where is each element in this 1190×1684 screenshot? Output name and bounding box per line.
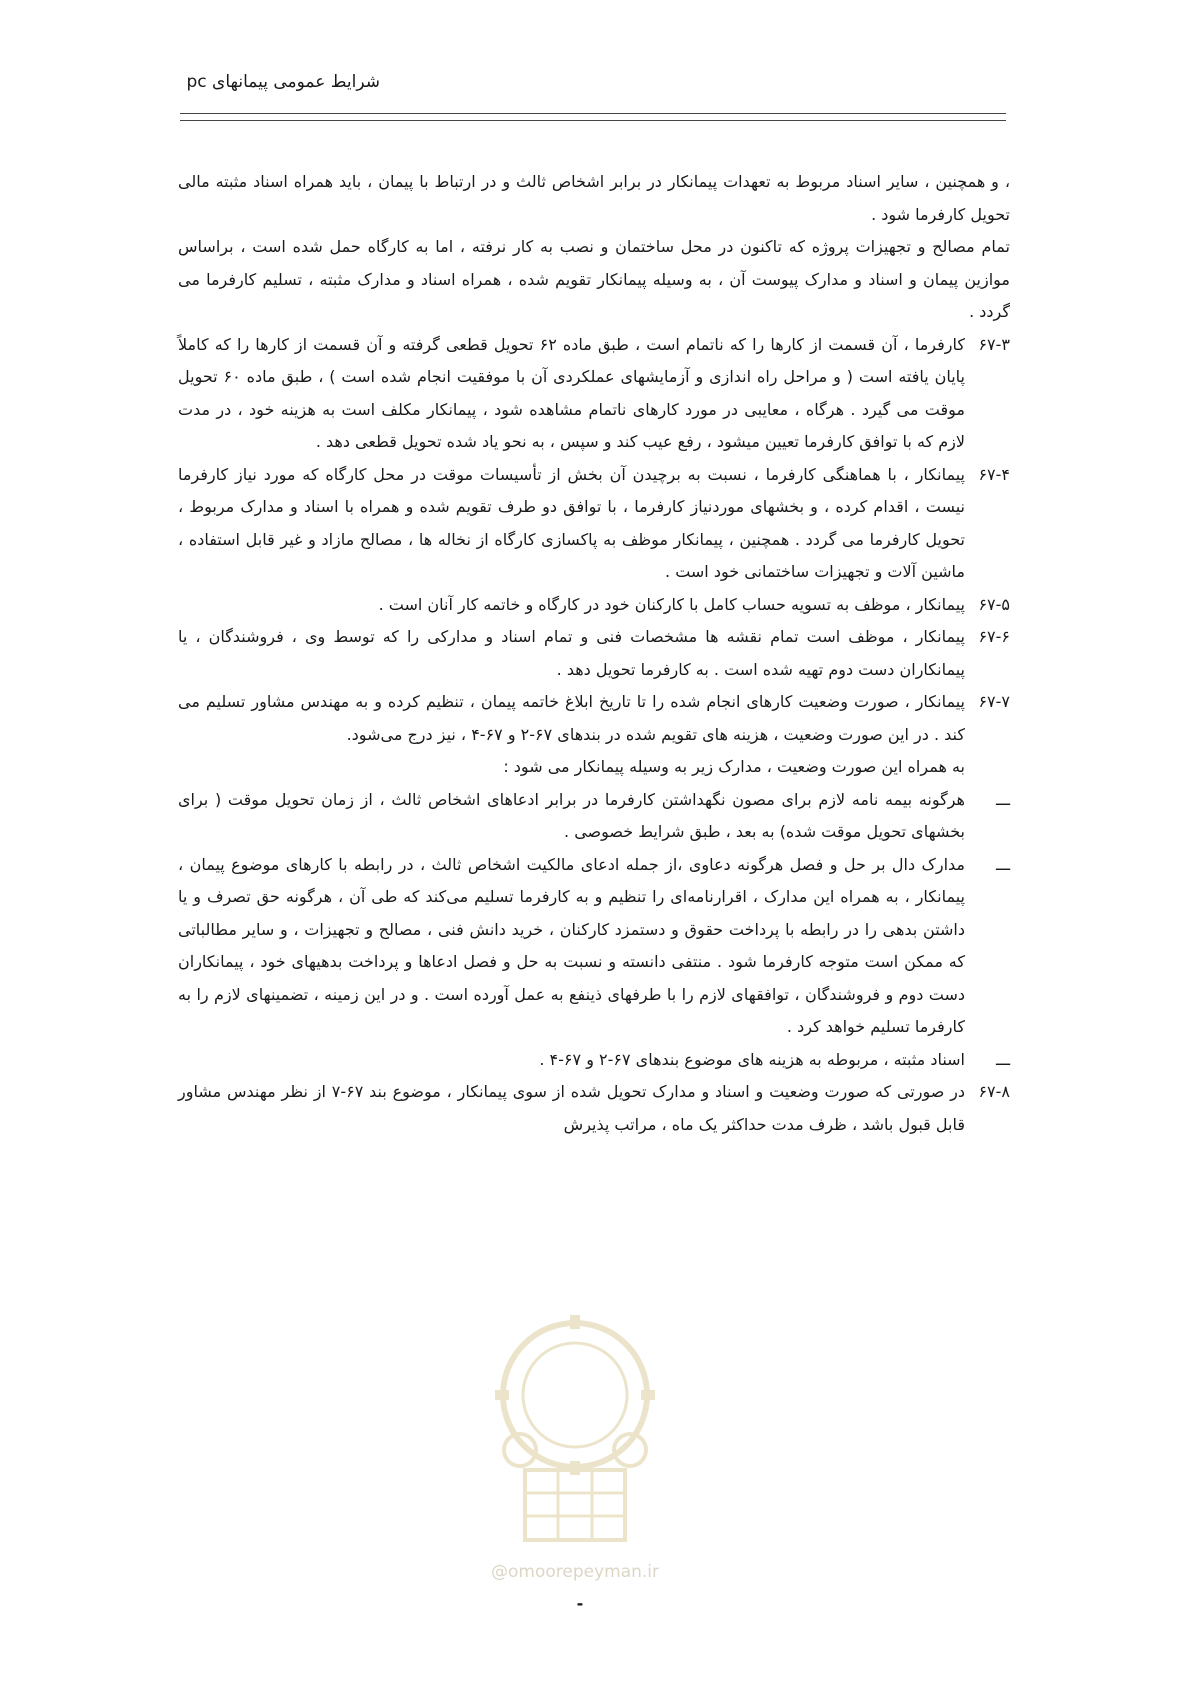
clause-number: ۶۷-۷ xyxy=(978,692,1010,711)
attachment-item-claims xyxy=(178,849,1010,1044)
attachment-item-insurance xyxy=(178,784,1010,849)
watermark-emblem-icon xyxy=(470,1300,680,1560)
clause-number: ۶۷-۵ xyxy=(978,594,1010,614)
attachment-item-documents xyxy=(178,1044,1010,1077)
attachment-text: هرگونه بیمه نامه لازم برای مصون نگهداشتن کارفرما در برابر ادعاهای اشخاص ثالث ، از زمان تحویل موقت ( برای بخشهای تحویل موقت شده) به بعد ، طبق شرایط خصوصی . xyxy=(178,789,965,841)
clause-67-4 xyxy=(178,459,1010,589)
attachments-intro: به همراه این صورت وضعیت ، مدارک زیر به وسیله پیمانکار می شود : xyxy=(503,757,965,776)
header-double-rule xyxy=(180,113,1006,121)
clause-number: ۶۷-۸ xyxy=(978,1082,1010,1101)
clause-number: ۶۷-۶ xyxy=(978,627,1010,646)
clause-number: ۶۷-۳ xyxy=(978,334,1010,354)
document-body xyxy=(178,166,1010,1141)
watermark-url: @omoorepeyman.ir xyxy=(490,1562,660,1582)
dash-bullet: ـــ xyxy=(995,1049,1010,1069)
dash-bullet: ـــ xyxy=(995,854,1010,874)
clause-67-3 xyxy=(178,329,1010,459)
attachment-text: مدارک دال بر حل و فصل هرگونه دعاوی ،از جمله ادعای مالکیت اشخاص ثالث ، در رابطه با کارهای موضوع پیمان ، پیمانکار ، به همراه این مدارک ، اقرارنامه‌ای را تنظیم و به کارفرما تسلیم می‌کند که طی آن ، هرگونه حق تصرف و یا داشتن بدهی را در رابطه با پرداخت حقوق و دستمزد کارکنان ، خرید دانش فنی ، مصالح و تجهیزات ، و سایر مطالباتی که ممکن است متوجه کارفرما شود . منتفی دانسته و نسبت به حل و فصل ادعاها و پرداخت بدهیهای خود ، پیمانکاران دست دوم و فروشندگان ، توافقهای لازم را با طرفهای ذینفع به عمل آورده است . و در این زمینه ، تضمینهای لازم را به کارفرما تسلیم خواهد کرد . xyxy=(178,854,965,1036)
clause-text: پیمانکار ، با هماهنگی کارفرما ، نسبت به برچیدن آن بخش از تأسیسات موقت در محل کارگاه که مورد نیاز کارفرما نیست ، اقدام کرده ، و بخشهای موردنیاز کارفرما ، با توافق دو طرف تقویم شده و همراه با اسناد و مدارک مربوط ، تحویل کارفرما می گردد . همچنین ، پیمانکار موظف به پاکسازی کارگاه از نخاله ها ، مصالح مازاد و غیر قابل استفاده ، ماشین آلات و تجهیزات ساختمانی خود است . xyxy=(178,464,965,581)
clause-text: کارفرما ، آن قسمت از کارها را که ناتمام است ، طبق ماده ۶۲ تحویل قطعی گرفته و آن قسمت از کارها را که کاملاً پایان یافته است ( و مراحل راه اندازی و آزمایشهای عملکردی آن با موفقیت انجام شده است ) ، طبق ماده ۶۰ تحویل موقت می گیرد . هرگاه ، معایبی در مورد کارهای ناتمام مشاهده شود ، پیمانکار مکلف است به هزینه خود ، در مدت لازم که با توافق کارفرما تعیین میشود ، رفع عیب کند و سپس ، به نحو یاد شده تحویل قطعی دهد . xyxy=(178,334,966,451)
page-number-mark: - xyxy=(576,1594,584,1613)
dash-bullet: ـــ xyxy=(995,789,1010,809)
clause-text: پیمانکار ، موظف به تسویه حساب کامل با کارکنان خود در کارگاه و خاتمه کار آنان است . xyxy=(378,594,965,614)
paragraph-materials: تمام مصالح و تجهیزات پروژه که تاکنون در محل ساختمان و نصب به کار نرفته ، اما به کارگاه حمل شده است ، براساس موازین پیمان و اسناد و مدارک پیوست آن ، به وسیله پیمانکار تقویم شده ، همراه اسناد و مدارک مثبته ، تسلیم کارفرما می گردد . xyxy=(178,237,1010,321)
clause-67-6 xyxy=(178,621,1010,686)
clause-67-7 xyxy=(178,686,1010,751)
paragraph-continuation: ، و همچنین ، سایر اسناد مربوط به تعهدات پیمانکار در برابر اشخاص ثالث و در ارتباط با پیمان ، باید همراه اسناد مثبته مالی تحویل کارفرما شود . xyxy=(178,172,1010,224)
watermark-logo xyxy=(470,1300,680,1600)
attachment-text: اسناد مثبته ، مربوطه به هزینه های موضوع بندهای ۶۷-۲ و ۶۷-۴ . xyxy=(539,1049,965,1069)
clause-67-5 xyxy=(178,589,1010,622)
clause-text: پیمانکار ، موظف است تمام نقشه ها مشخصات فنی و تمام اسناد و مدارکی را که توسط وی ، فروشندگان ، یا پیمانکاران دست دوم تهیه شده است . به کارفرما تحویل دهد . xyxy=(178,627,965,679)
clause-number: ۶۷-۴ xyxy=(978,464,1010,484)
clause-67-8 xyxy=(178,1076,1010,1141)
running-header-title: شرایط عمومی پیمانهای pc xyxy=(186,72,380,92)
clause-text: پیمانکار ، صورت وضعیت کارهای انجام شده را تا تاریخ ابلاغ خاتمه پیمان ، تنظیم کرده و به مهندس مشاور تسلیم می کند . در این صورت وضعیت ، هزینه های تقویم شده در بندهای ۶۷-۲ و ۶۷-۴ ، نیز درج می‌شود. xyxy=(178,692,965,744)
clause-text: در صورتی که صورت وضعیت و اسناد و مدارک تحویل شده از سوی پیمانکار ، موضوع بند ۶۷-۷ از نظر مهندس مشاور قابل قبول باشد ، ظرف مدت حداکثر یک ماه ، مراتب پذیرش xyxy=(178,1082,965,1134)
